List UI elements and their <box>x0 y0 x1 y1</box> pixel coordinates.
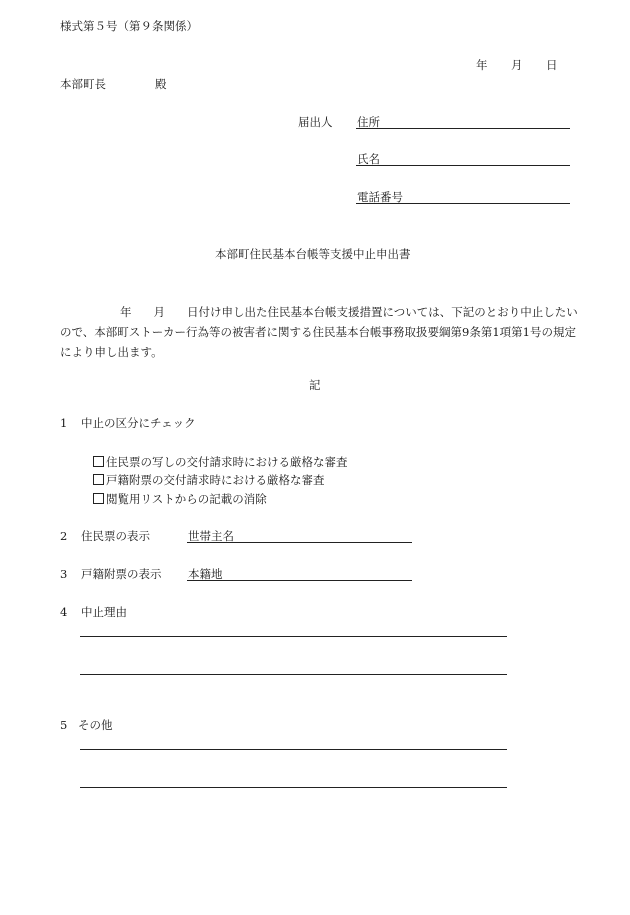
date-year-label: 年 <box>476 58 488 72</box>
option-resident-copy[interactable] <box>93 456 348 469</box>
section2-number: 2 <box>60 529 68 543</box>
addressee-honorific: 殿 <box>155 77 167 91</box>
section3-title: 戸籍附票の表示 <box>81 567 162 581</box>
name-field[interactable] <box>356 165 570 166</box>
checkbox-icon[interactable] <box>93 474 104 485</box>
checkbox-icon[interactable] <box>93 456 104 467</box>
address-field[interactable] <box>356 128 570 129</box>
household-head-label: 世帯主名 <box>188 529 234 543</box>
household-head-field[interactable] <box>187 542 412 543</box>
address-label: 住所 <box>357 115 380 129</box>
form-number: 様式第５号（第９条関係） <box>60 19 198 33</box>
phone-field[interactable] <box>356 203 570 204</box>
registered-domicile-label: 本籍地 <box>188 567 223 581</box>
section2-title: 住民票の表示 <box>81 529 150 543</box>
document-title: 本部町住民基本台帳等支援中止申出書 <box>215 247 411 261</box>
body-text: 日付け申し出た住民基本台帳支援措置については、下記のとおり中止したいので、本部町ストーカー行為等の被害者に関する住民基本台帳事務取扱要綱第9条第1項第1号の規定により申し出ます。 <box>60 305 578 359</box>
checkbox-icon[interactable] <box>93 493 104 504</box>
option-family-register-copy[interactable] <box>93 474 325 487</box>
ki-heading: 記 <box>309 378 321 392</box>
body-paragraph <box>60 302 578 362</box>
phone-label: 電話番号 <box>357 190 403 204</box>
body-month: 月 <box>153 305 165 319</box>
other-line-2[interactable] <box>80 787 507 788</box>
section1-title: 中止の区分にチェック <box>81 416 196 430</box>
section3-number: 3 <box>60 567 68 581</box>
section5-title: その他 <box>78 718 113 732</box>
addressee-name: 本部町長 <box>60 77 106 91</box>
name-label: 氏名 <box>357 152 380 166</box>
section5-number: 5 <box>60 718 68 732</box>
body-year: 年 <box>120 305 132 319</box>
registered-domicile-field[interactable] <box>187 580 412 581</box>
other-line-1[interactable] <box>80 749 507 750</box>
section4-title: 中止理由 <box>81 605 127 619</box>
section4-number: 4 <box>60 605 68 619</box>
date-day-label: 日 <box>546 58 558 72</box>
option-label: 閲覧用リストからの記載の消除 <box>106 492 267 506</box>
applicant-label: 届出人 <box>298 115 333 129</box>
option-viewing-list-removal[interactable] <box>93 493 267 506</box>
option-label: 住民票の写しの交付請求時における厳格な審査 <box>106 455 348 469</box>
date-month-label: 月 <box>511 58 523 72</box>
option-label: 戸籍附票の交付請求時における厳格な審査 <box>106 473 325 487</box>
section1-number: 1 <box>60 416 68 430</box>
reason-line-2[interactable] <box>80 674 507 675</box>
reason-line-1[interactable] <box>80 636 507 637</box>
